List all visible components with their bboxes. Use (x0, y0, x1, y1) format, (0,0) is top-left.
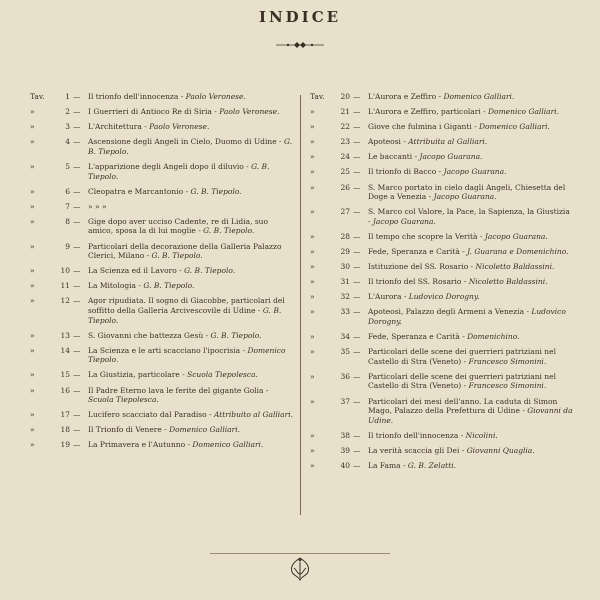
index-entry (310, 92, 574, 102)
index-entry (310, 152, 574, 162)
entry-number: 15 (60, 370, 70, 380)
entry-dash: — (353, 430, 361, 440)
entry-text (368, 167, 574, 177)
index-entry (30, 281, 294, 291)
index-entry (310, 137, 574, 147)
entry-dash: — (353, 92, 361, 101)
entry-mark: » (310, 396, 315, 406)
entry-artist: Nicolini. (465, 430, 498, 440)
entry-text (368, 292, 574, 302)
index-entry (310, 232, 574, 242)
entry-title: I Guerrieri di Antioco Re di Siria - (88, 107, 220, 117)
entry-dash: — (353, 445, 361, 455)
entry-dash: — (73, 345, 81, 355)
entry-title: La Primavera e l'Autunno - (88, 440, 193, 450)
index-entry (310, 446, 574, 456)
entry-mark: Tav. (310, 92, 325, 101)
entry-artist: Scuola Tiepolesca. (88, 395, 159, 405)
index-entry (30, 107, 294, 117)
entry-mark: » (30, 281, 35, 291)
entry-text (368, 232, 574, 242)
entry-artist: Ludovico Dorogny. (368, 307, 566, 326)
entry-mark: » (30, 241, 35, 251)
index-entry (310, 247, 574, 257)
entry-artist: G. B. Tiepolo. (88, 137, 293, 156)
entry-title: La Giustizia, particolare - (88, 370, 188, 380)
entry-dash: — (73, 137, 81, 147)
entry-title: Particolari della decorazione della Galleria Palazzo Clerici, Milano - (88, 241, 282, 261)
entry-text (368, 183, 574, 202)
entry-artist: Jacopo Guarana. (484, 231, 548, 241)
entry-number: 32 (340, 292, 350, 302)
entry-dash: — (73, 107, 81, 117)
entry-text (88, 296, 294, 325)
entry-title: Il trionfo dell'innocenza - (368, 430, 466, 440)
entry-text (88, 410, 294, 420)
entry-title: S. Marco col Valore, la Pace, la Sapienza, la Giustizia - (368, 207, 570, 226)
index-entry (310, 461, 574, 471)
index-entry (310, 207, 574, 226)
entry-text (88, 92, 294, 102)
entry-number: 21 (340, 107, 350, 117)
entry-title: Il tempo che scopre la Verità - (368, 231, 485, 241)
entry-artist: Paolo Veronese. (219, 107, 280, 117)
entry-number: 33 (340, 307, 350, 317)
entry-number: 40 (340, 461, 350, 471)
entry-number: 12 (60, 296, 70, 306)
entry-title: » » » (88, 201, 107, 211)
index-entry (30, 331, 294, 341)
entry-number: 10 (60, 266, 70, 276)
entry-mark: » (310, 307, 315, 317)
entry-artist: Attribuita al Galliari. (408, 137, 488, 147)
entry-dash: — (353, 247, 361, 257)
entry-artist: G. B. Tiepolo. (184, 266, 236, 276)
index-column-right (310, 92, 574, 476)
entry-artist: Domenichino. (467, 332, 520, 342)
entry-text (88, 440, 294, 450)
entry-number: 17 (60, 410, 70, 420)
entry-mark: » (30, 137, 35, 147)
entry-text (368, 137, 574, 147)
index-entry (30, 266, 294, 276)
entry-title: La Mitologia - (88, 281, 144, 291)
entry-title: Il trionfo di Bacco - (368, 167, 444, 177)
entry-text (368, 461, 574, 471)
entry-dash: — (353, 396, 361, 406)
entry-dash: — (73, 296, 81, 306)
entry-number: 20 (340, 92, 350, 101)
entry-number: 13 (60, 330, 70, 340)
entry-title: L'Aurora e Zeffiro, particolari - (368, 107, 489, 117)
entry-number: 38 (340, 430, 350, 440)
entry-mark: » (310, 430, 315, 440)
entry-number: 28 (340, 231, 350, 241)
index-entry (30, 137, 294, 156)
entry-number: 39 (340, 445, 350, 455)
entry-dash: — (353, 347, 361, 357)
entry-mark: » (30, 440, 35, 450)
entry-title: Le baccanti - (368, 152, 420, 162)
entry-title: La Fama - (368, 461, 408, 471)
entry-title: L'Aurora e Zeffiro - (368, 92, 444, 101)
entry-mark: » (30, 370, 35, 380)
index-entry (310, 307, 574, 326)
entry-number: 18 (60, 425, 70, 435)
entry-mark: » (310, 371, 315, 381)
entry-text (88, 162, 294, 181)
entry-text (88, 137, 294, 156)
entry-title: L'Aurora - (368, 292, 409, 302)
entry-artist: Francesco Simonini. (468, 356, 547, 366)
index-entry (30, 346, 294, 365)
entry-dash: — (73, 122, 81, 132)
entry-mark: » (30, 186, 35, 196)
entry-dash: — (353, 332, 361, 342)
index-entry (310, 292, 574, 302)
entry-text (88, 122, 294, 132)
entry-artist: J. Guarana e Domenichino. (467, 247, 569, 257)
entry-dash: — (353, 137, 361, 147)
entry-title: Particolari dei mesi dell'anno. La caduta di Simon Mago, Palazzo della Prefettura di Udine - (368, 396, 558, 416)
entry-mark: » (30, 266, 35, 276)
entry-number: 11 (60, 281, 70, 291)
entry-mark: » (310, 277, 315, 287)
entry-mark: » (30, 161, 35, 171)
entry-dash: — (73, 186, 81, 196)
entry-artist: G. B. Tiepolo. (88, 161, 270, 181)
entry-dash: — (73, 385, 81, 395)
entry-number: 29 (340, 247, 350, 257)
entry-number: 8 (65, 216, 70, 226)
entry-number: 31 (340, 277, 350, 287)
entry-title: La Scienza ed il Lavoro - (88, 266, 185, 276)
entry-artist: Domenico Tiepolo. (88, 345, 286, 365)
entry-mark: » (310, 445, 315, 455)
entry-mark: » (310, 207, 315, 217)
entry-number: 2 (65, 107, 70, 117)
entry-text (88, 266, 294, 276)
entry-artist: G. B. Tiepolo. (203, 226, 255, 236)
entry-title: Lucifero scacciato dal Paradiso - (88, 410, 214, 420)
entry-dash: — (353, 107, 361, 117)
entry-number: 37 (340, 396, 350, 406)
entry-number: 25 (340, 167, 350, 177)
index-entry (30, 202, 294, 212)
index-entry (30, 296, 294, 325)
entry-dash: — (353, 152, 361, 162)
entry-dash: — (73, 266, 81, 276)
entry-mark: Tav. (30, 92, 45, 101)
entry-number: 4 (65, 137, 70, 147)
entry-number: 19 (60, 440, 70, 450)
entry-dash: — (73, 216, 81, 226)
entry-text (88, 187, 294, 197)
entry-number: 7 (65, 201, 70, 211)
entry-artist: Domenico Galliari. (479, 122, 550, 132)
entry-dash: — (353, 371, 361, 381)
index-column-left (30, 92, 294, 456)
entry-artist: Paolo Veronese. (185, 92, 246, 101)
index-entry (30, 242, 294, 261)
entry-mark: » (310, 347, 315, 357)
entry-text (88, 217, 294, 236)
entry-title: La Scienza e le arti scacciano l'ipocrisia - (88, 345, 248, 355)
entry-text (368, 107, 574, 117)
entry-number: 34 (340, 332, 350, 342)
index-entry (310, 347, 574, 366)
entry-artist: Nicoletto Baldassini. (468, 277, 548, 287)
entry-title: Apoteosi - (368, 137, 409, 147)
index-entry (30, 217, 294, 236)
entry-mark: » (30, 122, 35, 132)
entry-dash: — (73, 330, 81, 340)
entry-number: 3 (65, 122, 70, 132)
entry-title: S. Giovanni che battezza Gesù - (88, 330, 211, 340)
index-entry (30, 410, 294, 420)
entry-title: L'Architettura - (88, 122, 150, 132)
entry-mark: » (30, 216, 35, 226)
entry-dash: — (73, 281, 81, 291)
index-entry (310, 332, 574, 342)
index-entry (310, 167, 574, 177)
index-entry (310, 107, 574, 117)
entry-number: 22 (340, 122, 350, 132)
entry-artist: Ludovico Dorogny. (408, 292, 480, 302)
entry-dash: — (353, 167, 361, 177)
entry-artist: Francesco Simonini. (468, 381, 547, 391)
entry-artist: G. B. Tiepolo. (151, 251, 203, 261)
entry-text (368, 122, 574, 132)
index-entry (310, 431, 574, 441)
entry-number: 27 (340, 207, 350, 217)
entry-text (88, 331, 294, 341)
entry-text (88, 242, 294, 261)
entry-dash: — (73, 370, 81, 380)
entry-artist: G. B. Tiepolo. (210, 330, 262, 340)
entry-title: S. Marco portato in cielo dagli Angeli, Chiesetta del Doge a Venezia - (368, 182, 566, 202)
entry-title: Il trionfo dell'innocenza - (88, 92, 186, 101)
entry-dash: — (353, 461, 361, 471)
index-entry (310, 183, 574, 202)
entry-artist: Scuola Tiepolesca. (187, 370, 258, 380)
entry-mark: » (310, 262, 315, 272)
entry-number: 35 (340, 347, 350, 357)
entry-title: Particolari delle scene dei guerrieri patriziani nel Castello di Stra (Veneto) - (368, 371, 556, 391)
entry-dash: — (73, 92, 81, 101)
entry-text (368, 372, 574, 391)
entry-dash: — (353, 307, 361, 317)
entry-artist: G. B. Tiepolo. (143, 281, 195, 291)
index-entry (30, 92, 294, 102)
entry-dash: — (353, 262, 361, 272)
index-entry (30, 122, 294, 132)
entry-number: 36 (340, 371, 350, 381)
entry-artist: G. B. Zelatti. (407, 461, 456, 471)
entry-text (88, 346, 294, 365)
entry-dash: — (73, 440, 81, 450)
entry-mark: » (310, 107, 315, 117)
ornament-bottom-icon (284, 556, 316, 582)
entry-artist: Giovanni Quaglia. (466, 445, 535, 455)
entry-mark: » (310, 247, 315, 257)
entry-number: 14 (60, 345, 70, 355)
entry-mark: » (30, 107, 35, 117)
entry-title: Il Padre Eterno lava le ferite del gigante Golia - (88, 385, 269, 395)
entry-number: 5 (65, 161, 70, 171)
entry-number: 23 (340, 137, 350, 147)
entry-mark: » (30, 201, 35, 211)
entry-number: 6 (65, 186, 70, 196)
entry-number: 9 (65, 241, 70, 251)
entry-dash: — (353, 182, 361, 192)
entry-artist: Domenico Galliari. (488, 107, 559, 117)
entry-text (88, 425, 294, 435)
entry-text (368, 92, 574, 102)
entry-dash: — (353, 231, 361, 241)
entry-text (368, 207, 574, 226)
entry-mark: » (310, 231, 315, 241)
entry-artist: Domenico Galliari. (192, 440, 264, 450)
entry-mark: » (30, 410, 35, 420)
entry-dash: — (73, 161, 81, 171)
entry-text (368, 397, 574, 426)
index-entry (30, 440, 294, 450)
column-divider (300, 95, 301, 515)
entry-dash: — (73, 425, 81, 435)
entry-title: Il Trionfo di Venere - (88, 425, 170, 435)
entry-title: La verità scaccia gli Dei - (368, 445, 467, 455)
entry-text (368, 277, 574, 287)
entry-mark: » (30, 345, 35, 355)
entry-dash: — (73, 201, 81, 211)
entry-artist: Jacopo Guarana. (433, 192, 497, 202)
entry-artist: Jacopo Guarana. (443, 167, 507, 177)
index-entry (30, 187, 294, 197)
entry-mark: » (310, 461, 315, 471)
entry-mark: » (30, 296, 35, 306)
entry-title: Giove che fulmina i Giganti - (368, 122, 480, 132)
entry-text (88, 281, 294, 291)
entry-dash: — (73, 241, 81, 251)
entry-mark: » (310, 152, 315, 162)
index-entry (30, 386, 294, 405)
entry-artist: Domenico Galliari. (169, 425, 241, 435)
entry-text (88, 386, 294, 405)
entry-artist: G. B. Tiepolo. (88, 306, 282, 325)
entry-text (88, 202, 294, 212)
entry-mark: » (30, 385, 35, 395)
entry-number: 26 (340, 182, 350, 192)
entry-title: Gige dopo aver ucciso Cadente, re di Lidia, suo amico, sposa la di lui moglie - (88, 216, 269, 236)
index-entry (30, 425, 294, 435)
index-entry (310, 397, 574, 426)
entry-artist: Nicoletto Baldassini. (475, 262, 555, 272)
index-entry (310, 372, 574, 391)
entry-text (88, 107, 294, 117)
entry-artist: Paolo Veronese. (149, 122, 210, 132)
entry-mark: » (30, 330, 35, 340)
entry-artist: G. B. Tiepolo. (190, 186, 242, 196)
ornament-top-icon (276, 40, 324, 50)
entry-mark: » (310, 167, 315, 177)
index-entry (310, 277, 574, 287)
entry-mark: » (30, 425, 35, 435)
entry-title: Cleopatra e Marcantonio - (88, 186, 191, 196)
entry-mark: » (310, 292, 315, 302)
page-title: INDICE (258, 8, 342, 26)
entry-dash: — (353, 277, 361, 287)
entry-dash: — (353, 292, 361, 302)
entry-title: L'apparizione degli Angeli dopo il diluvio - (88, 161, 252, 171)
index-entry (310, 122, 574, 132)
index-entry (30, 370, 294, 380)
entry-number: 1 (65, 92, 70, 101)
entry-text (88, 370, 294, 380)
entry-mark: » (310, 332, 315, 342)
entry-mark: » (310, 182, 315, 192)
entry-dash: — (353, 207, 361, 217)
entry-artist: Jacopo Guarana. (372, 216, 436, 226)
entry-text (368, 431, 574, 441)
entry-artist: Attribuito al Galliari. (213, 410, 293, 420)
entry-text (368, 152, 574, 162)
entry-mark: » (310, 122, 315, 132)
entry-artist: Jacopo Guarana. (419, 152, 483, 162)
entry-number: 24 (340, 152, 350, 162)
entry-text (368, 262, 574, 272)
index-entry (310, 262, 574, 272)
entry-title: Fede, Speranza e Carità - (368, 247, 468, 257)
entry-text (368, 347, 574, 366)
entry-title: Ascensione degli Angeli in Cielo, Duomo di Udine - (88, 137, 284, 147)
entry-artist: Domenico Galliari. (443, 92, 515, 101)
entry-number: 16 (60, 385, 70, 395)
entry-number: 30 (340, 262, 350, 272)
entry-artist: Giovanni da Udine. (368, 406, 573, 425)
entry-text (368, 332, 574, 342)
entry-title: Istituzione del SS. Rosario - (368, 262, 476, 272)
index-entry (30, 162, 294, 181)
entry-title: Fede, Speranza e Carità - (368, 332, 468, 342)
entry-dash: — (353, 122, 361, 132)
entry-text (368, 307, 574, 326)
entry-title: Agor ripudiata. Il sogno di Giacobbe, particolari del soffitto della Galleria Arcivescovile di Udine - (88, 296, 285, 315)
entry-title: Il trionfo del SS. Rosario - (368, 277, 469, 287)
entry-mark: » (310, 137, 315, 147)
entry-text (368, 247, 574, 257)
entry-title: Apoteosi, Palazzo degli Armeni a Venezia - (368, 307, 532, 317)
entry-dash: — (73, 410, 81, 420)
bottom-rule (210, 553, 390, 554)
entry-title: Particolari delle scene dei guerrieri patriziani nel Castello di Stra (Veneto) - (368, 347, 556, 366)
entry-text (368, 446, 574, 456)
